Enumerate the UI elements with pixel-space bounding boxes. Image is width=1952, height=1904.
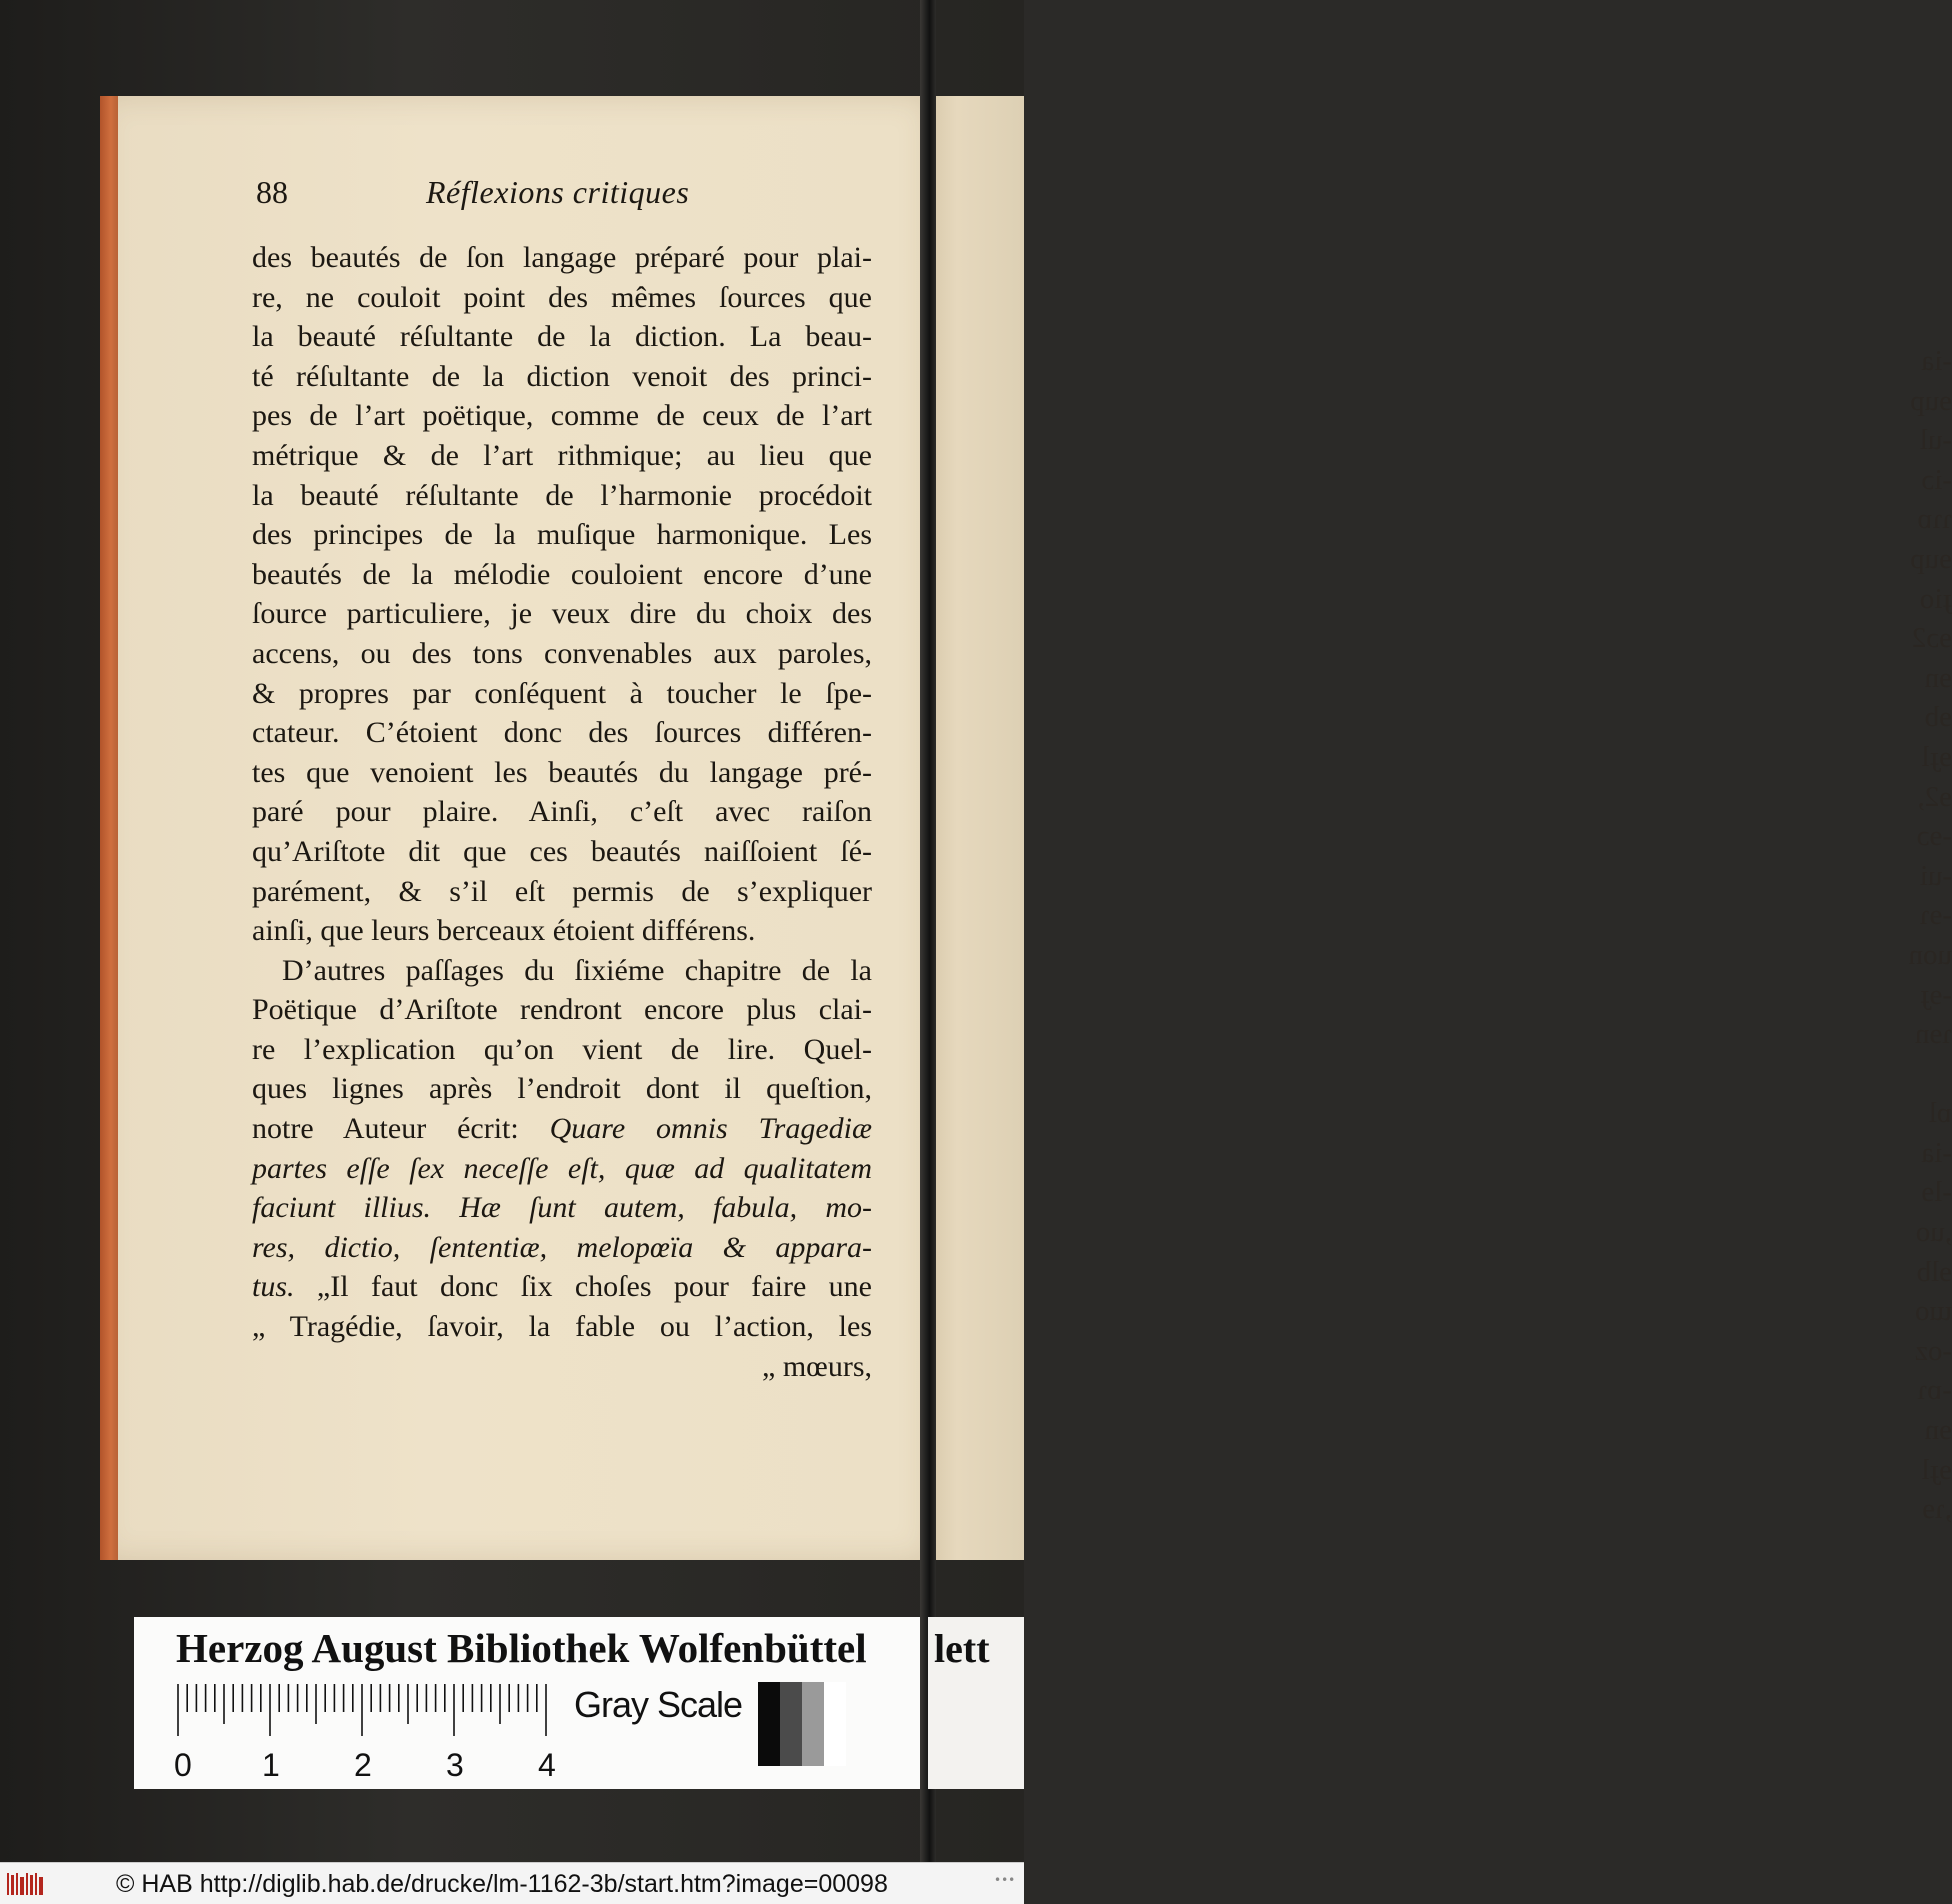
calibration-edge-text: lett [934,1626,990,1671]
running-title: Réflexions critiques [426,174,690,210]
institution-name: Herzog August Bibliothek Wolfenbüttel [176,1625,867,1671]
text-line [252,713,872,753]
gray-step [780,1682,802,1766]
facing-page-bleed-text [1872,192,1952,1806]
gray-swatch [758,1682,846,1766]
text-segment: parément, & s’il eſt permis de s’expliquer [252,874,872,908]
text-line [252,872,872,912]
text-segment: des beautés de ſon langage préparé pour plai- [252,241,872,274]
facing-page-fragment [1872,1055,1952,1095]
facing-page [928,96,1952,1560]
calibration-card-edge [928,1617,1024,1789]
facing-page-fragment: -ɘɿ [1919,899,1952,932]
text-segment: notre Auteur écrit: [252,1112,550,1146]
facing-page-fragment: ɒl [1928,1097,1952,1130]
facing-page-fragment: ɘn [1924,1414,1952,1447]
italic-text-segment: partes eſſe ſex neceſſe eſt, quæ ad qualitatem [252,1151,872,1185]
running-head [256,174,866,220]
text-segment: „ Tragédie, ſavoir, la fable ou l’action, les [252,1310,872,1344]
facing-page-fragment: -ia [1921,1136,1952,1169]
text-line [252,832,872,872]
facing-page-fragment: ,ɿɘ [1922,1493,1952,1526]
text-segment: beautés de la mélodie couloient encore d’une [252,557,872,591]
text-segment: té réſultante de la diction venoit des princi- [252,359,872,393]
text-segment: métrique & de l’art rithmique; au lieu que [252,438,872,472]
text-line [252,1228,872,1268]
facing-page-fragment: ɿɘn [1914,1018,1952,1051]
footer-copyright-link[interactable]: © HAB http://diglib.hab.de/drucke/lm-1162-3b/start.htm?image=00098 [116,1870,888,1898]
italic-text-segment: Quare omnis Tragediæ [549,1112,872,1146]
ruler-number: 1 [262,1747,280,1783]
text-segment: ctateur. C’étoient donc des ſources différen- [252,716,872,750]
text-line [252,317,872,357]
text-line [252,990,872,1030]
text-line [252,278,872,318]
ruler-scale [176,1684,556,1784]
text-line [252,1030,872,1070]
text-line [252,674,872,714]
text-line [252,1069,872,1109]
footer-bar [0,1862,1024,1904]
gray-step [802,1682,824,1766]
text-line [252,1149,872,1189]
facing-page-fragment: ɟio [1919,582,1952,615]
text-line [252,1188,872,1228]
italic-text-segment: faciunt illius. Hæ ſunt autem, fabula, mo- [252,1191,872,1225]
facing-page-fragment: -ɒɿ [1917,1374,1952,1407]
facing-page-fragment: -ɘɔ [1916,820,1952,853]
text-segment: „ mœurs, [762,1349,872,1383]
text-line [252,1347,872,1387]
text-segment: ques lignes après l’endroit dont il queſtion, [252,1072,872,1106]
text-line [252,792,872,832]
facing-page-fragment: ɘ2, [1917,780,1952,813]
facing-page-fragment: -ul [1919,424,1952,457]
facing-page-fragment: ɘup [1910,384,1952,417]
text-line [252,357,872,397]
text-segment: & propres par conſéquent à toucher le ſpe- [252,676,872,710]
page-number: 88 [256,174,288,210]
text-segment: re l’explication qu’on vient de lire. Quel- [252,1032,872,1066]
facing-page-fragment: ɯo [1914,1295,1952,1328]
text-segment: des principes de la muſique harmonique. Les [252,518,872,552]
text-line [252,1307,872,1347]
ruler-number: 2 [354,1747,372,1783]
facing-page-fragment: -ia [1921,345,1952,377]
facing-page-fragment: ɘb [1924,701,1952,734]
facing-page-fragment: -oz [1914,1334,1952,1367]
text-segment: pes de l’art poëtique, comme de ceux de l’art [252,399,872,433]
facing-page-fragment: ,uo [1915,1216,1952,1249]
text-segment: accens, ou des tons convenables aux paroles, [252,636,872,670]
text-line [252,753,872,793]
text-line [252,1267,872,1307]
text-segment: paré pour plaire. Ainſi, c’eſt avec raiſon [252,795,872,829]
text-line [252,1109,872,1149]
text-segment: la beauté réſultante de l’harmonie procédoit [252,478,872,512]
text-line [252,515,872,555]
facing-page-fragment: ɘɟl [1921,1453,1952,1486]
text-line [252,436,872,476]
text-line [252,476,872,516]
text-segment: re, ne couloit point des mêmes ſources que [252,280,872,314]
facing-page-fragment: ɿɿɒ [1917,503,1952,536]
book-gutter [920,0,936,1862]
grayscale-label: Gray Scale [574,1684,743,1725]
page-edge-red [100,96,118,1560]
text-segment: la beauté réſultante de la diction. La beau- [252,320,872,354]
text-line [252,238,872,278]
text-segment: Poëtique d’Ariſtote rendront encore plus clai- [252,993,872,1027]
facing-page-fragment: -ɘɟ [1919,978,1952,1011]
text-segment: qu’Ariſtote dit que ces beautés naiſſoient ſé- [252,834,872,868]
facing-page-fragment: ɘɔ2 [1911,622,1952,655]
text-segment: D’autres paſſages du ſixiéme chapitre de la [282,953,872,987]
facing-page-fragment: ɘn [1924,661,1952,694]
page-body-text [252,238,872,1386]
footer-dots: ••• [994,1873,1016,1887]
text-line [252,555,872,595]
text-line [252,634,872,674]
text-line [252,594,872,634]
ruler-number: 4 [538,1747,556,1783]
facing-page-fragment: -ui [1919,859,1952,892]
text-segment: „Il faut donc ſix choſes pour faire une [294,1270,872,1304]
gray-step [824,1682,846,1766]
facing-page-fragment: ɘlb [1916,1255,1952,1288]
text-segment: ſource particuliere, je veux dire du choix des [252,597,872,631]
text-line [252,951,872,991]
facing-page-fragment: uon [1908,938,1952,971]
facing-page-fragment: ɘup [1910,542,1952,575]
hab-barcode-logo-icon [6,1871,46,1897]
ruler-number: 0 [174,1747,192,1783]
text-segment: ainſi, que leurs berceaux étoient différens. [252,914,756,948]
facing-page-fragment: -iɔ [1921,463,1952,496]
gray-step [758,1682,780,1766]
text-line [252,911,872,951]
italic-text-segment: res, dictio, ſententiæ, melopœïa & appara- [252,1230,872,1264]
ruler-number: 3 [446,1747,464,1783]
text-line [252,396,872,436]
text-segment: tes que venoient les beautés du langage pré- [252,755,872,789]
facing-page-fragment: ɘɟl [1921,740,1952,773]
facing-page-fragment: -lɘ [1921,1176,1952,1209]
italic-text-segment: tus. [252,1270,295,1304]
